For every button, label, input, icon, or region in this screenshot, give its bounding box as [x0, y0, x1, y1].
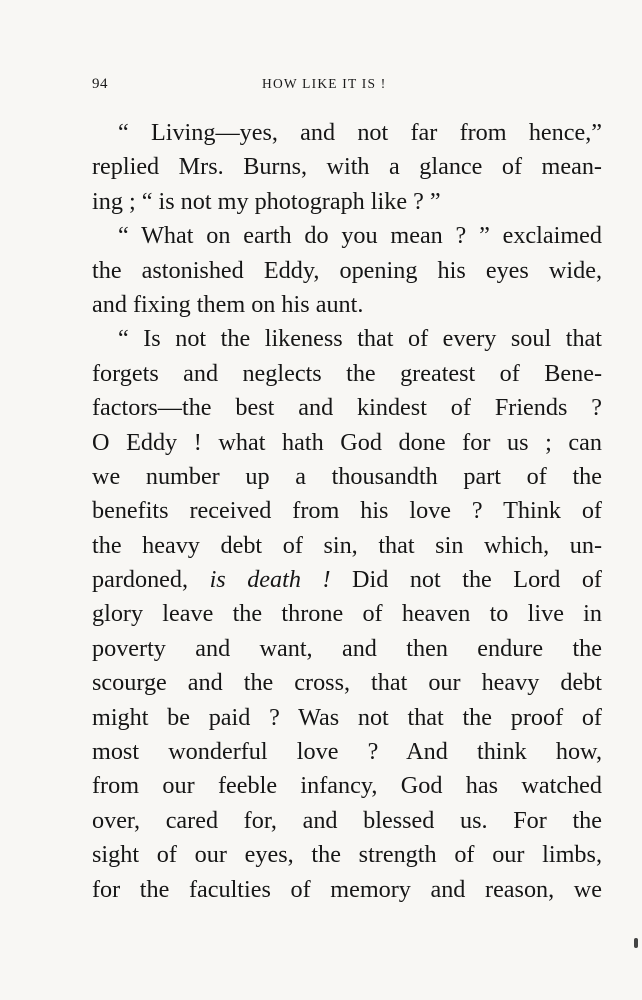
running-head: HOW LIKE IT IS !: [262, 76, 387, 91]
text-line: O Eddy ! what hath God done for us ; can: [92, 428, 602, 456]
text-line: “ Is not the likeness that of every soul that: [118, 325, 602, 353]
text-line: ing ; “ is not my photograph like ? ”: [92, 187, 441, 215]
text-segment: Did not the Lord of: [330, 566, 602, 594]
text-line: over, cared for, and blessed us. For the: [92, 806, 602, 834]
text-line: “ What on earth do you mean ? ” exclaimed: [118, 222, 602, 250]
text-line: poverty and want, and then endure the: [92, 634, 602, 662]
text-line: factors—the best and kindest of Friends ?: [92, 394, 602, 422]
page-header: [92, 76, 602, 96]
text-line: benefits received from his love ? Think of: [92, 497, 602, 525]
text-line: the heavy debt of sin, that sin which, un-: [92, 531, 602, 559]
body-text: [92, 116, 602, 907]
text-line: “ Living—yes, and not far from hence,”: [118, 119, 602, 146]
text-line: sight of our eyes, the strength of our limbs,: [92, 841, 602, 869]
text-line: the astonished Eddy, opening his eyes wide,: [92, 256, 602, 284]
text-line: glory leave the throne of heaven to live in: [92, 600, 602, 628]
text-line: and fixing them on his aunt.: [92, 290, 364, 318]
page-edge-mark: [634, 938, 638, 948]
text-line: replied Mrs. Burns, with a glance of mean-: [92, 153, 602, 181]
emphasis-text: is death !: [209, 566, 331, 594]
text-line: scourge and the cross, that our heavy debt: [92, 669, 602, 697]
text-line: we number up a thousandth part of the: [92, 462, 602, 490]
text-line: most wonderful love ? And think how,: [92, 738, 602, 766]
text-line: from our feeble infancy, God has watched: [92, 772, 602, 800]
text-line: [92, 563, 602, 597]
text-line: for the faculties of memory and reason, we: [92, 875, 602, 903]
text-line: forgets and neglects the greatest of Bene-: [92, 359, 602, 387]
page-number: 94: [92, 76, 108, 92]
text-line: might be paid ? Was not that the proof of: [92, 703, 602, 731]
text-segment: pardoned,: [92, 566, 210, 594]
